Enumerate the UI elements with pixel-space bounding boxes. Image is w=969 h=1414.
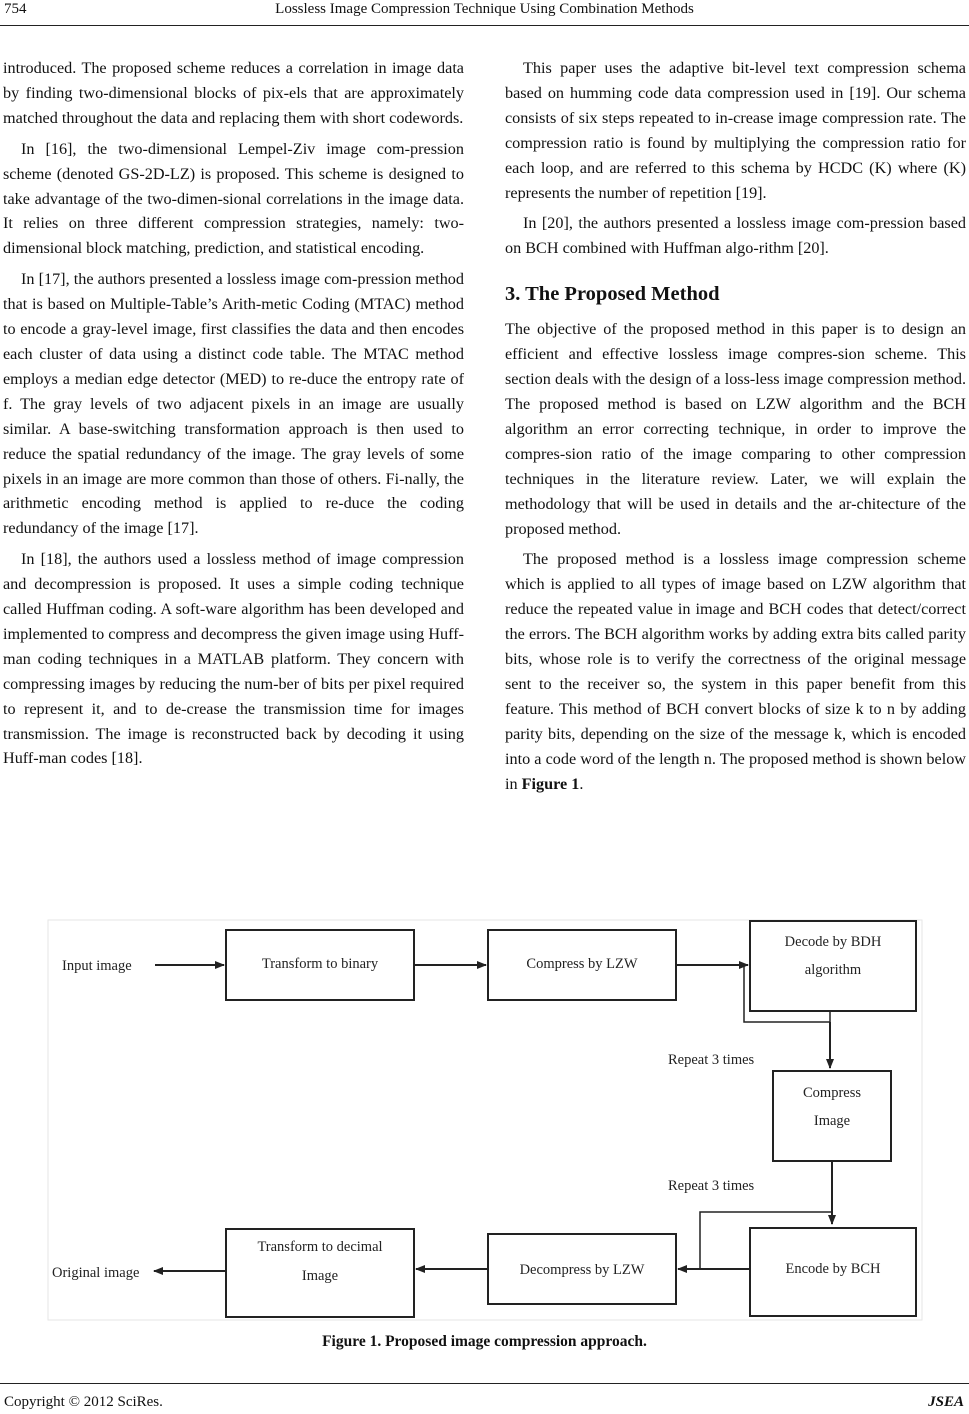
decompress-lzw-text: Decompress by LZW	[519, 1262, 645, 1278]
footer-rule	[0, 1383, 969, 1384]
section-heading: 3. The Proposed Method	[505, 283, 720, 306]
figure-caption: Figure 1. Proposed image compression approach.	[322, 1333, 647, 1350]
page-number: 754	[4, 1, 27, 17]
paragraph-text: The proposed method is a lossless image compression scheme which is applied to all types of image based on LZW algorithm that reduce the repeated value in image and BCH codes that detect/correct the errors. The BCH algorithm works by adding extra bits called parity bits, whose role is to verify the correctness of the original message sent to the receiver so, the system in this paper benefit from this feature. This method of BCH convert blocks of size k to n by adding parity bits, depending on the size of the message k, which is encoded into a code word of the length n. The proposed method is shown below in	[505, 550, 966, 793]
transform-binary-text: Transform to binary	[261, 956, 379, 972]
paragraph	[505, 547, 966, 796]
decode-bdh-text-1: Decode by BDH	[784, 934, 882, 950]
paragraph: This paper uses the adaptive bit-level text compression schema based on humming code data compression used in [19]. Our schema consists of six steps repeated to in-crease image compression rate. The compression ratio is found by multiplying the compression ratio for each loop, and are referred to this schema by HCDC (K) where (K) represents the number of repetition [19].	[505, 59, 966, 202]
journal-name: JSEA	[928, 1394, 964, 1410]
repeat-label-2: Repeat 3 times	[668, 1178, 755, 1194]
left-column	[3, 56, 464, 777]
paragraph: introduced. The proposed scheme reduces a correlation in image data by finding two-dimensional blocks of pix-els that are approximately matched throughout the data and replacing them with short codewords.	[3, 59, 464, 127]
compress-image-text-1: Compress	[803, 1085, 861, 1101]
paragraph: In [20], the authors presented a lossless image com-pression based on BCH combined with Huffman algo-rithm [20].	[505, 214, 966, 258]
original-image-label: Original image	[52, 1265, 140, 1281]
input-image-label: Input image	[62, 958, 132, 974]
paragraph: In [16], the two-dimensional Lempel-Ziv image com-pression scheme (denoted GS-2D-LZ) is proposed. This scheme is designed to take advantage of the two-dimen-sional correlations in the image data. It relies on three different compression strategies, namely: two-dimensional block matching, prediction, and statistical encoding.	[3, 139, 464, 258]
figure-reference[interactable]: Figure 1	[521, 774, 580, 793]
header-rule	[0, 25, 969, 26]
paragraph: The objective of the proposed method in this paper is to design an efficient and effective lossless image compres-sion scheme. This section deals with the design of a loss-less image compression method. The proposed method is based on LZW algorithm and the BCH algorithm an error correcting technique, in order to improve the compres-sion ratio of the image comparing to other compression techniques in the literature review. Later, we will explain the methodology that will be used in details and the ar-chitecture of the proposed method.	[505, 320, 966, 538]
compress-lzw-text: Compress by LZW	[526, 956, 638, 972]
paragraph-end: .	[579, 774, 584, 793]
paragraph: In [17], the authors presented a lossless image com-pression method that is based on Multiple-Table’s Arith-metic Coding (MTAC) method to encode a gray-level image, first classifies the data and then encodes each cluster of data using a distinct code table. The MTAC method employs a median edge detector (MED) to re-duce the entropy rate of f. The gray levels of two adjacent pixels in an image are usually similar. A base-switching transformation approach is then used to reduce the spatial redundancy of the image. The gray levels of some pixels in an image are more common than those of others. Fi-nally, the arithmetic encoding method is applied to re-duce the coding redundancy of the image [17].	[3, 270, 464, 538]
copyright: Copyright © 2012 SciRes.	[4, 1394, 163, 1410]
compress-image-text-2: Image	[813, 1113, 851, 1129]
decode-bdh-text-2: algorithm	[804, 962, 862, 978]
running-title: Lossless Image Compression Technique Using Combination Methods	[275, 1, 694, 17]
paragraph: In [18], the authors used a lossless method of image compression and decompression is proposed. It uses a simple coding technique called Huffman coding. A soft-ware algorithm has been developed and implemented to compress and decompress the given image using Huff-man coding techniques in a MATLAB platform. They concern with compressing images by reducing the num-ber of bits per pixel required to represent it, and to de-crease the transmission time for images transmission. The image is reconstructed back by decoding it using Huff-man codes [18].	[3, 550, 464, 768]
encode-bch-text: Encode by BCH	[785, 1261, 881, 1277]
transform-decimal-text-2: Image	[301, 1268, 339, 1284]
transform-decimal-text-1: Transform to decimal	[257, 1239, 383, 1255]
page-header	[0, 0, 969, 24]
right-column	[505, 56, 966, 802]
flow-diagram	[40, 918, 930, 1328]
repeat-label-1: Repeat 3 times	[668, 1052, 755, 1068]
